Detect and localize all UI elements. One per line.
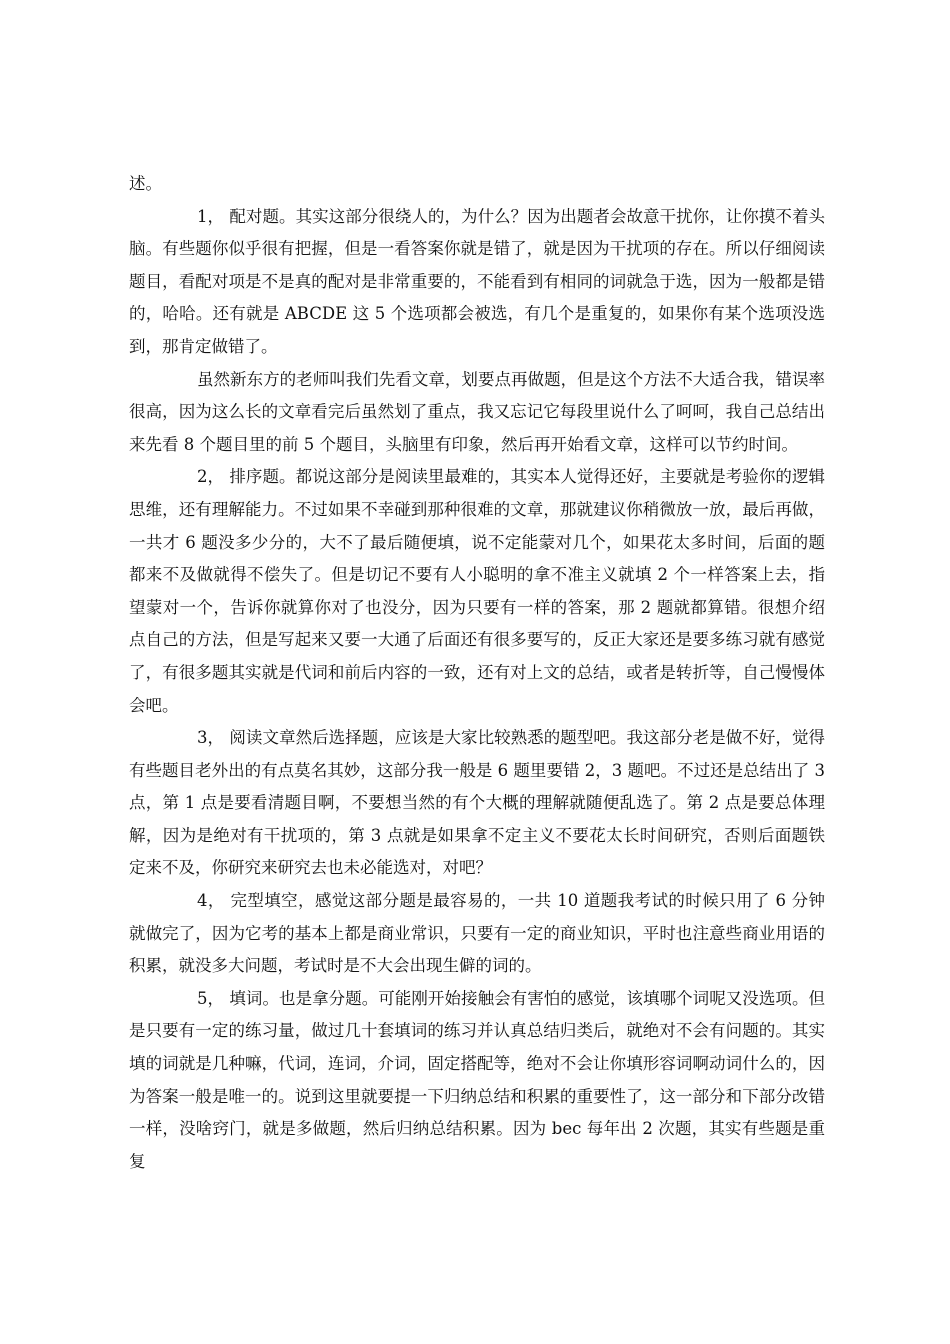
paragraph-multiple-choice: 3， 阅读文章然后选择题，应该是大家比较熟悉的题型吧。我这部分老是做不好，觉得有些题目老外出的有点莫名其妙，这部分我一般是 6 题里要错 2，3 题吧。不过还是总结出了 3 点，第 1 点是要看清题目啊，不要想当然的有个大概的理解就随便乱选了。第 2 点是要总体理解，因为是绝对有干扰项的，第 3 点就是如果拿不定主义不要花太长时间研究，否则后面题铁定来不及，你研究来研究去也未必能选对，对吧？ (129, 728, 825, 878)
body-text (129, 168, 825, 1178)
paragraph-ordering-questions: 2， 排序题。都说这部分是阅读里最难的，其实本人觉得还好，主要就是考验你的逻辑思维，还有理解能力。不过如果不幸碰到那种很难的文章，那就建议你稍微放一放，最后再做，一共才 6 题没多少分的，大不了最后随便填，说不定能蒙对几个，如果花太多时间，后面的题都来不及做就得不偿失了。但是切记不要有人小聪明的拿不准主义就填 2 个一样答案上去，指望蒙对一个，告诉你就算你对了也没分，因为只要有一样的答案，那 2 题就都算错。很想介绍点自己的方法，但是写起来又要一大通了后面还有很多要写的，反正大家还是要多练习就有感觉了，有很多题其实就是代词和前后内容的一致，还有对上文的总结，或者是转折等，自己慢慢体会吧。 (129, 467, 825, 715)
paragraph-fill-in-words: 5， 填词。也是拿分题。可能刚开始接触会有害怕的感觉，该填哪个词呢又没选项。但是只要有一定的练习量，做过几十套填词的练习并认真总结归类后，就绝对不会有问题的。其实填的词就是几种嘛，代词，连词，介词，固定搭配等，绝对不会让你填形容词啊动词什么的，因为答案一般是唯一的。说到这里就要提一下归纳总结和积累的重要性了，这一部分和下部分改错一样，没啥窍门，就是多做题，然后归纳总结积累。因为 bec 每年出 2 次题，其实有些题是重复 (129, 988, 825, 1171)
paragraph-matching-questions: 1， 配对题。其实这部分很绕人的，为什么？因为出题者会故意干扰你，让你摸不着头脑。有些题你似乎很有把握，但是一看答案你就是错了，就是因为干扰项的存在。所以仔细阅读题目，看配对项是不是真的配对是非常重要的，不能看到有相同的词就急于选，因为一般都是错的，哈哈。还有就是 ABCDE 这 5 个选项都会被选，有几个是重复的，如果你有某个选项没选到，那肯定做错了。 (129, 206, 825, 356)
paragraph-reading-method: 虽然新东方的老师叫我们先看文章，划要点再做题，但是这个方法不大适合我，错误率很高，因为这么长的文章看完后虽然划了重点，我又忘记它每段里说什么了呵呵，我自己总结出来先看 8 个题目里的前 5 个题目，头脑里有印象，然后再开始看文章，这样可以节约时间。 (129, 369, 825, 454)
paragraph-cloze: 4， 完型填空，感觉这部分题是最容易的，一共 10 道题我考试的时候只用了 6 分钟就做完了，因为它考的基本上都是商业常识，只要有一定的商业知识，平时也注意些商业用语的积累，就没多大问题，考试时是不大会出现生僻的词的。 (129, 891, 825, 976)
paragraph-continuation: 述。 (129, 174, 162, 193)
